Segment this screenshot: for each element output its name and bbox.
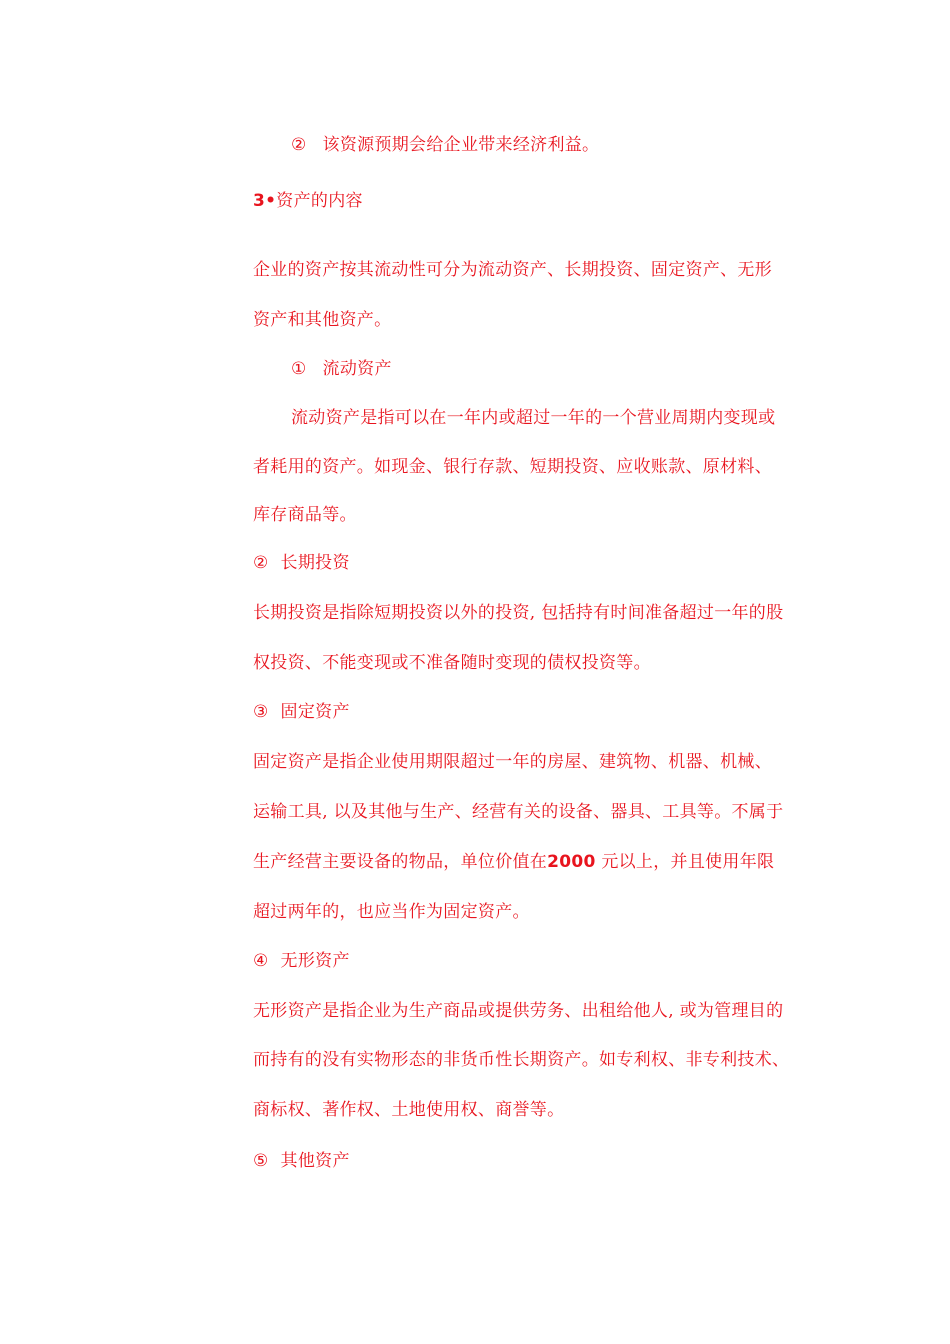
sub1-title: 流动资产 xyxy=(322,359,392,379)
sub5-marker: ⑤ xyxy=(253,1151,269,1171)
sub3-line-3 xyxy=(253,851,774,873)
intro-line-2: 资产和其他资产。 xyxy=(253,310,392,330)
sub2-heading xyxy=(253,552,350,574)
sub3-line-4: 超过两年的，也应当作为固定资产。 xyxy=(253,902,530,922)
section-title: 资产的内容 xyxy=(276,191,363,211)
intro-line-1: 企业的资产按其流动性可分为流动资产、长期投资、固定资产、无形 xyxy=(253,260,772,280)
section-heading xyxy=(253,190,363,212)
sub3-marker: ③ xyxy=(253,702,269,722)
sub4-line-3: 商标权、著作权、土地使用权、商誉等。 xyxy=(253,1100,565,1120)
sub3-line-1: 固定资产是指企业使用期限超过一年的房屋、建筑物、机器、机械、 xyxy=(253,752,772,772)
sub3-line-2: 运输工具, 以及其他与生产、经营有关的设备、器具、工具等。不属于 xyxy=(253,802,784,822)
sub3-line-3-part-a: 生产经营主要设备的物品，单位价值在 xyxy=(253,852,548,872)
sub4-heading xyxy=(253,950,350,972)
sub1-line-3: 库存商品等。 xyxy=(253,505,357,525)
sub5-title: 其他资产 xyxy=(280,1151,350,1171)
sub3-heading xyxy=(253,701,350,723)
sub4-marker: ④ xyxy=(253,951,269,971)
item-2-text: 该资源预期会给企业带来经济利益。 xyxy=(322,135,600,155)
sub1-line-1: 流动资产是指可以在一年内或超过一年的一个营业周期内变现或 xyxy=(291,408,776,428)
sub1-line-2: 者耗用的资产。如现金、银行存款、短期投资、应收账款、原材料、 xyxy=(253,457,772,477)
sub4-line-1: 无形资产是指企业为生产商品或提供劳务、出租给他人, 或为管理目的 xyxy=(253,1001,784,1021)
sub2-line-2: 权投资、不能变现或不准备随时变现的债权投资等。 xyxy=(253,653,651,673)
sub5-heading xyxy=(253,1150,350,1172)
sub1-heading xyxy=(291,358,392,380)
sub3-title: 固定资产 xyxy=(280,702,350,722)
sub4-title: 无形资产 xyxy=(280,951,350,971)
sub3-line-3-part-b: 元以上，并且使用年限 xyxy=(595,852,775,872)
sub2-line-1: 长期投资是指除短期投资以外的投资, 包括持有时间准备超过一年的股 xyxy=(253,603,784,623)
sub2-title: 长期投资 xyxy=(280,553,350,573)
sub4-line-2: 而持有的没有实物形态的非货币性长期资产。如专利权、非专利技术、 xyxy=(253,1050,790,1070)
sub2-marker: ② xyxy=(253,553,269,573)
item-2-marker: ② xyxy=(291,135,307,155)
section-number: 3• xyxy=(253,191,277,211)
item-2-line xyxy=(291,134,599,156)
sub3-line-3-number: 2000 xyxy=(547,852,596,872)
sub1-marker: ① xyxy=(291,359,307,379)
